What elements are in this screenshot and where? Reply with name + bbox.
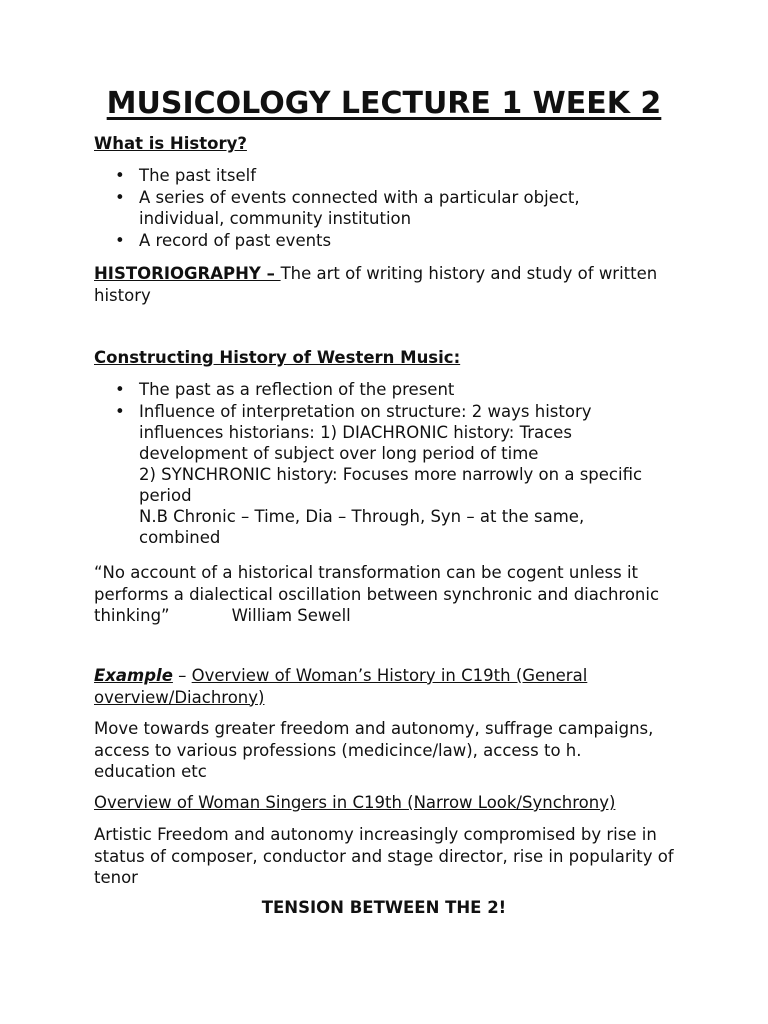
- list-item: [94, 379, 664, 401]
- constructing-history-list: [94, 379, 664, 548]
- historiography-term: HISTORIOGRAPHY –: [94, 264, 281, 283]
- list-item-text: The past as a reflection of the present: [139, 380, 455, 399]
- section-heading-what-is-history: What is History?: [94, 134, 247, 153]
- diachronic-text: Influence of interpretation on structure: 2 ways history influences historians: 1) DIACHRONIC history: Traces development of subject over long period of time: [139, 401, 592, 463]
- list-item: [94, 187, 664, 230]
- conclusion: TENSION BETWEEN THE 2!: [261, 898, 507, 917]
- bullet-icon: •: [115, 187, 125, 207]
- example-heading: [94, 665, 654, 708]
- quote-author: William Sewell: [231, 606, 351, 625]
- example-label: Example: [94, 666, 173, 685]
- synchronic-text: 2) SYNCHRONIC history: Focuses more narrowly on a specific period: [139, 464, 643, 505]
- list-item-text: A record of past events: [139, 230, 332, 250]
- page-title: [0, 84, 768, 124]
- page-title-text: MUSICOLOGY LECTURE 1 WEEK 2: [106, 86, 662, 121]
- list-item: [94, 401, 664, 548]
- quote: [94, 562, 684, 627]
- list-item-text: A series of events connected with a particular object, individual, community institution: [139, 187, 580, 228]
- bullet-icon: •: [115, 380, 125, 399]
- example-heading-2: Overview of Woman Singers in C19th (Narrow Look/Synchrony): [94, 793, 616, 812]
- bullet-icon: •: [115, 401, 125, 421]
- list-item: [94, 165, 664, 187]
- historiography-text: The art of writing history and study of written history: [94, 264, 658, 305]
- history-definition-list: [94, 165, 664, 251]
- quote-text: “No account of a historical transformation can be cogent unless it performs a dialectical oscillation between synchronic and diachronic thinking”: [94, 563, 660, 625]
- bullet-icon: •: [115, 166, 125, 185]
- example-dash: –: [172, 666, 192, 685]
- historiography-definition: [94, 263, 684, 306]
- example-heading-text: Overview of Woman’s History in C19th (General overview/Diachrony): [94, 666, 588, 707]
- section-heading-constructing-history: Constructing History of Western Music:: [94, 348, 461, 367]
- example-body: Move towards greater freedom and autonomy, suffrage campaigns, access to various professions (medicince/law), access to h. education etc: [94, 719, 654, 781]
- list-item-text: The past itself: [139, 166, 257, 185]
- etymology-note: N.B Chronic – Time, Dia – Through, Syn – at the same, combined: [139, 506, 585, 547]
- bullet-icon: •: [115, 230, 125, 250]
- list-item: [94, 230, 664, 252]
- example-body-2: Artistic Freedom and autonomy increasingly compromised by rise in status of composer, conductor and stage director, rise in popularity of tenor: [94, 825, 674, 887]
